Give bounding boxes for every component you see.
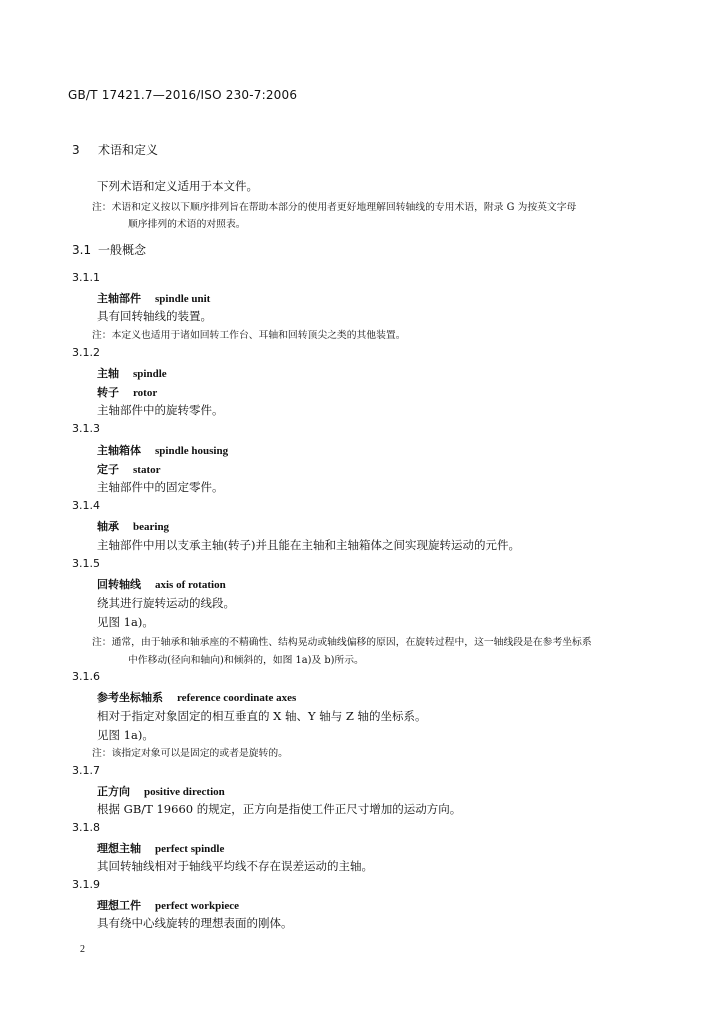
clause-number: 3.1.7 xyxy=(72,764,100,777)
term-en: spindle unit xyxy=(155,293,211,305)
clause-number: 3.1.6 xyxy=(72,670,100,683)
clause-number: 3.1.8 xyxy=(72,821,100,834)
definition: 绕其进行旋转运动的线段。 xyxy=(97,596,235,610)
clause-note: 注：该指定对象可以是固定的或者是旋转的。 xyxy=(92,748,288,759)
clause-note: 注：通常，由于轴承和轴承座的不精确性、结构晃动或轴线偏移的原因，在旋转过程中，这一轴线段是在参考坐标系 xyxy=(92,637,592,648)
term xyxy=(97,783,225,799)
clause-note: 注：本定义也适用于诸如回转工作台、耳轴和回转顶尖之类的其他装置。 xyxy=(92,330,406,341)
figure-reference: 见图 1a)。 xyxy=(97,615,154,629)
term xyxy=(97,384,157,400)
clause-number: 3.1.3 xyxy=(72,422,100,435)
term-zh: 理想主轴 xyxy=(97,842,141,855)
term-en: spindle xyxy=(133,368,167,380)
definition: 其回转轴线相对于轴线平均线不存在误差运动的主轴。 xyxy=(97,859,373,873)
term-zh: 主轴箱体 xyxy=(97,444,141,457)
term-zh: 主轴 xyxy=(97,367,119,380)
subsection-title: 一般概念 xyxy=(98,243,147,257)
clause-number: 3.1.2 xyxy=(72,346,100,359)
definition: 主轴部件中的固定零件。 xyxy=(97,480,224,494)
term-en: reference coordinate axes xyxy=(177,692,297,704)
term-zh: 转子 xyxy=(97,386,119,399)
term xyxy=(97,290,210,306)
subsection-number: 3.1 xyxy=(72,243,92,257)
term-zh: 主轴部件 xyxy=(97,292,141,305)
term-zh: 定子 xyxy=(97,463,119,476)
intro-paragraph: 下列术语和定义适用于本文件。 xyxy=(97,179,258,193)
term-zh: 轴承 xyxy=(97,520,119,533)
clause-note-continued: 中作移动(径向和轴向)和倾斜的，如图 1a)及 b)所示。 xyxy=(128,655,364,666)
term-en: perfect spindle xyxy=(155,843,225,855)
term-en: positive direction xyxy=(144,786,225,798)
section-number: 3 xyxy=(72,143,80,157)
term xyxy=(97,518,169,534)
definition: 具有回转轴线的装置。 xyxy=(97,309,212,323)
figure-reference: 见图 1a)。 xyxy=(97,728,154,742)
term xyxy=(97,461,161,477)
term xyxy=(97,840,224,856)
intro-note-continued: 顺序排列的术语的对照表。 xyxy=(128,219,246,230)
subsection-heading xyxy=(72,241,146,258)
clause-number: 3.1.4 xyxy=(72,499,100,512)
page-number: 2 xyxy=(80,944,85,955)
clause-number: 3.1.9 xyxy=(72,878,100,891)
definition: 相对于指定对象固定的相互垂直的 X 轴、Y 轴与 Z 轴的坐标系。 xyxy=(97,709,427,723)
term xyxy=(97,689,296,705)
term-zh: 回转轴线 xyxy=(97,578,141,591)
section-heading xyxy=(72,141,158,158)
term-en: bearing xyxy=(133,521,170,533)
term-en: stator xyxy=(133,464,161,476)
section-title: 术语和定义 xyxy=(98,143,159,157)
clause-number: 3.1.1 xyxy=(72,271,100,284)
term-zh: 正方向 xyxy=(97,785,130,798)
term xyxy=(97,442,228,458)
term-en: rotor xyxy=(133,387,158,399)
term xyxy=(97,897,239,913)
term-zh: 参考坐标轴系 xyxy=(97,691,163,704)
clause-number: 3.1.5 xyxy=(72,557,100,570)
intro-note: 注：术语和定义按以下顺序排列旨在帮助本部分的使用者更好地理解回转轴线的专用术语，附录 G 为按英文字母 xyxy=(92,202,577,213)
definition: 主轴部件中的旋转零件。 xyxy=(97,403,224,417)
term xyxy=(97,365,167,381)
standard-header: GB/T 17421.7—2016/ISO 230-7:2006 xyxy=(68,88,298,102)
term-en: spindle housing xyxy=(155,445,229,457)
term xyxy=(97,576,226,592)
definition: 根据 GB/T 19660 的规定，正方向是指使工件正尺寸增加的运动方向。 xyxy=(97,802,462,816)
definition: 具有绕中心线旋转的理想表面的刚体。 xyxy=(97,916,293,930)
term-en: perfect workpiece xyxy=(155,900,239,912)
term-zh: 理想工件 xyxy=(97,899,141,912)
term-en: axis of rotation xyxy=(155,579,226,591)
definition: 主轴部件中用以支承主轴(转子)并且能在主轴和主轴箱体之间实现旋转运动的元件。 xyxy=(97,538,520,552)
